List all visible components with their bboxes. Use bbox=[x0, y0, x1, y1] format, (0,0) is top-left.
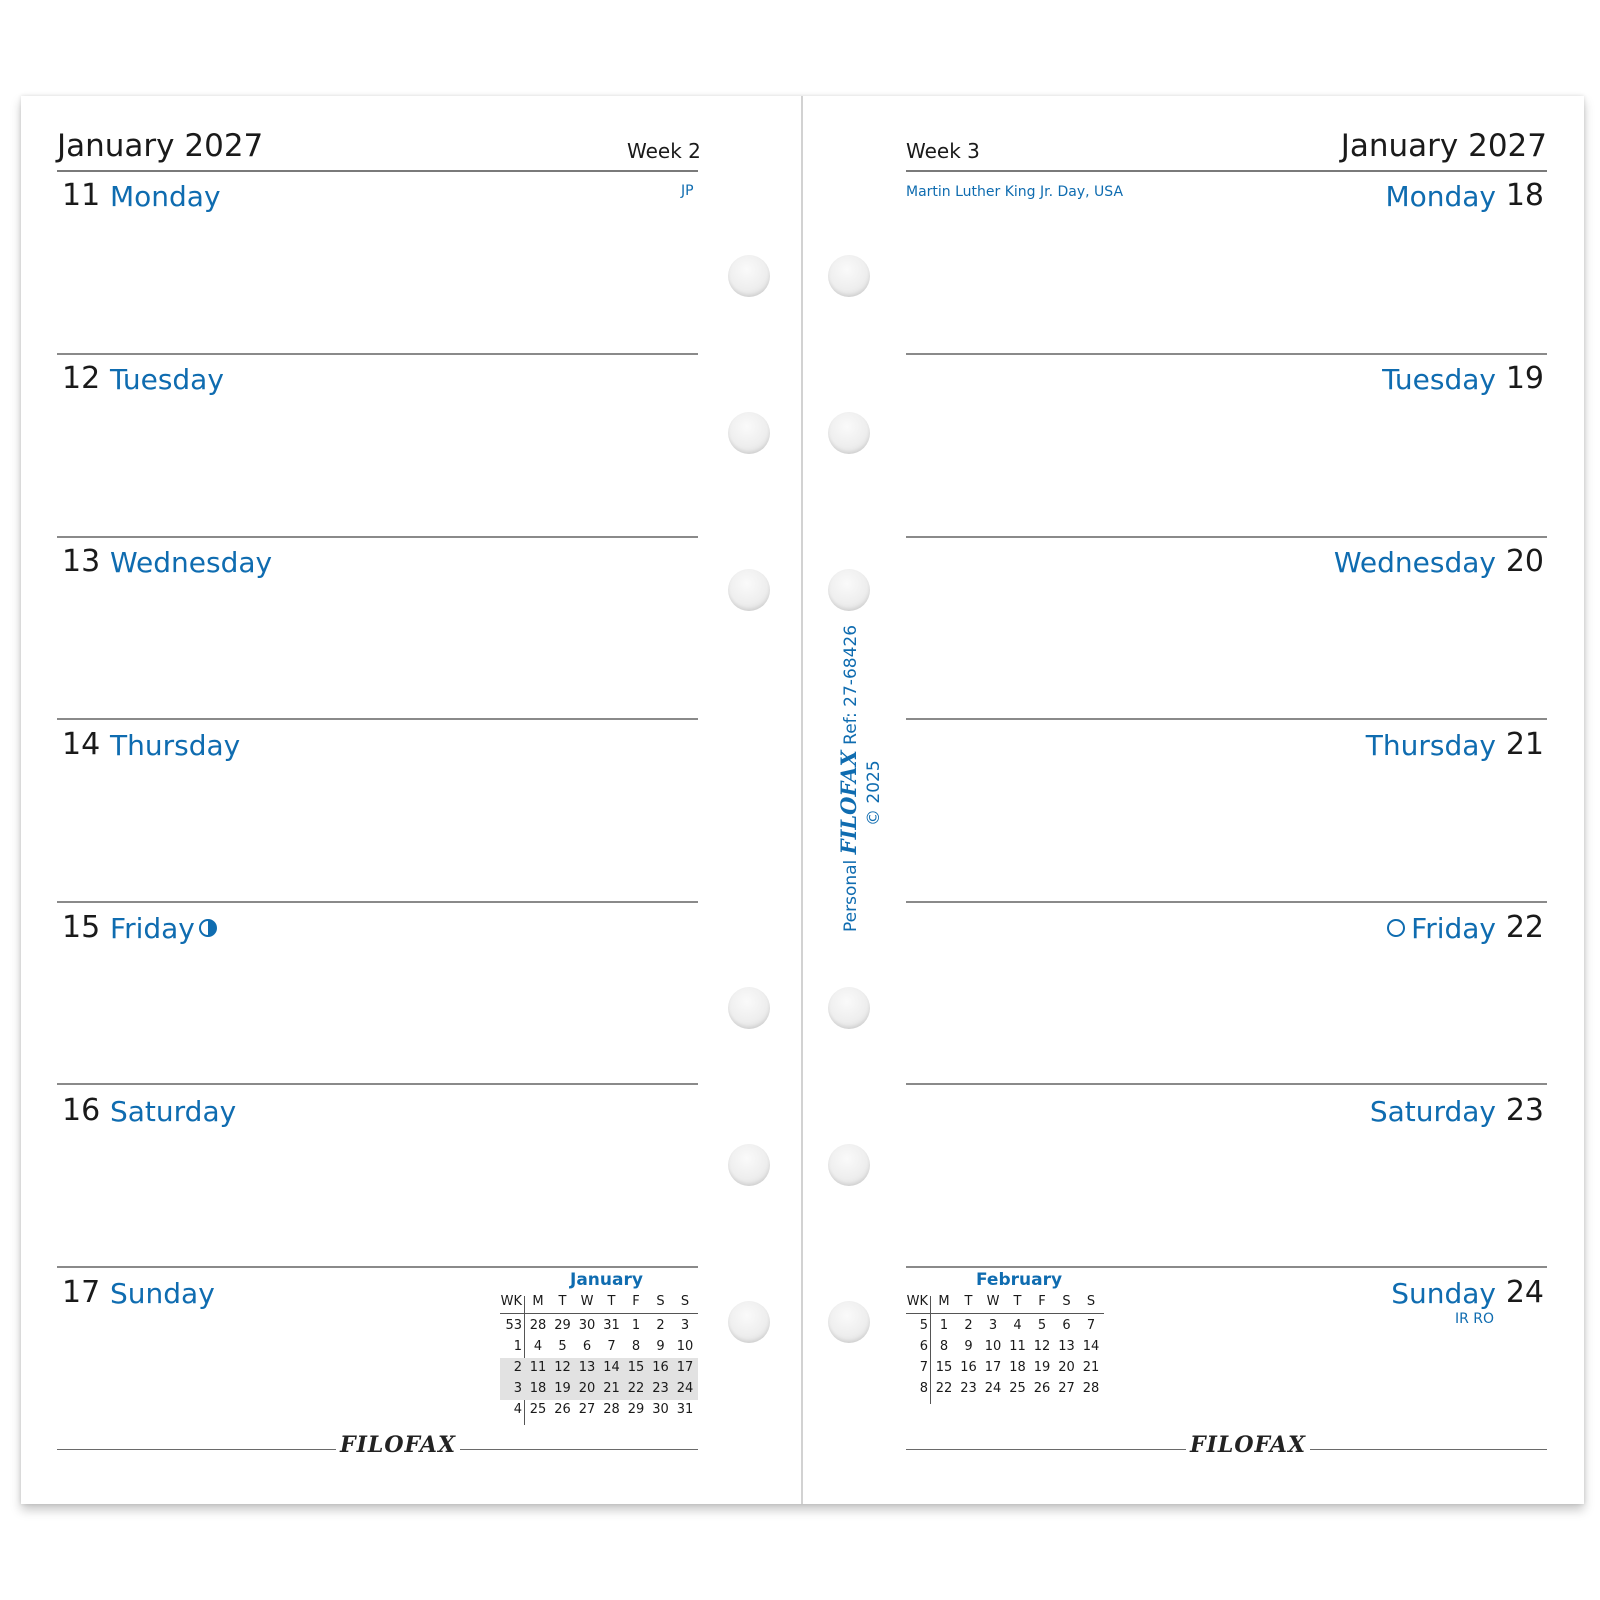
mini-calendar-header: S bbox=[1062, 1294, 1071, 1309]
mini-calendar-day: 4 bbox=[1013, 1318, 1022, 1333]
mini-calendar-day: 11 bbox=[1009, 1339, 1026, 1354]
mini-calendar-day: 18 bbox=[1009, 1360, 1026, 1375]
mini-calendar-week-rule bbox=[930, 1296, 931, 1404]
ring-hole bbox=[728, 412, 770, 454]
mini-calendar-day: 10 bbox=[984, 1339, 1002, 1354]
mini-calendar-day: 13 bbox=[1058, 1339, 1075, 1354]
holiday-country-codes: IR RO bbox=[1454, 1311, 1494, 1327]
day-number: 16 bbox=[62, 1093, 101, 1128]
mini-calendar-day: 5 bbox=[1037, 1318, 1047, 1333]
mini-calendar-day: 29 bbox=[554, 1318, 571, 1333]
mini-calendar-day: 15 bbox=[935, 1360, 953, 1375]
full-moon-icon bbox=[1387, 919, 1405, 937]
mini-calendar-day: 7 bbox=[1086, 1318, 1096, 1333]
day-number: 14 bbox=[62, 727, 101, 762]
mini-calendar-header: T bbox=[558, 1294, 567, 1309]
mini-calendar-day: 21 bbox=[1082, 1360, 1100, 1375]
mini-calendar-day: 11 bbox=[529, 1360, 547, 1375]
day-name: Sunday bbox=[1391, 1277, 1496, 1310]
mini-calendar-header: M bbox=[938, 1294, 950, 1309]
mini-calendar-day: 20 bbox=[1058, 1360, 1075, 1375]
day-divider bbox=[57, 901, 698, 903]
day-number: 12 bbox=[62, 361, 101, 396]
day-number: 23 bbox=[1505, 1093, 1544, 1128]
mini-calendar-day: 31 bbox=[676, 1402, 694, 1417]
mini-calendar-day: 28 bbox=[1082, 1381, 1100, 1396]
day-name: Tuesday bbox=[1382, 363, 1496, 396]
mini-calendar-day: 16 bbox=[960, 1360, 977, 1375]
day-number: 18 bbox=[1505, 178, 1544, 213]
mini-calendar-header: W bbox=[986, 1294, 1000, 1309]
mini-calendar-week-number: 5 bbox=[919, 1318, 928, 1333]
mini-calendar-day: 17 bbox=[984, 1360, 1002, 1375]
mini-calendar-day: 27 bbox=[1058, 1381, 1075, 1396]
day-number: 19 bbox=[1505, 361, 1544, 396]
day-divider bbox=[906, 1083, 1547, 1085]
mini-calendar-day: 25 bbox=[529, 1402, 547, 1417]
mini-calendar-week-number: 1 bbox=[513, 1339, 522, 1354]
mini-calendar-header: WK bbox=[500, 1294, 522, 1309]
mini-calendar-day: 18 bbox=[529, 1381, 547, 1396]
mini-calendar-day: 23 bbox=[652, 1381, 669, 1396]
day-name: Sunday bbox=[110, 1277, 215, 1310]
day-name: Saturday bbox=[110, 1095, 237, 1128]
mini-calendar-day: 28 bbox=[529, 1318, 547, 1333]
mini-calendar-day: 9 bbox=[964, 1339, 973, 1354]
ring-hole bbox=[728, 1144, 770, 1186]
day-divider bbox=[906, 353, 1547, 355]
left-header-rule bbox=[57, 170, 698, 172]
mini-calendar-day: 29 bbox=[627, 1402, 645, 1417]
mini-calendar-day: 24 bbox=[676, 1381, 694, 1396]
mini-calendar-day: 31 bbox=[603, 1318, 620, 1333]
mini-calendar-day: 20 bbox=[578, 1381, 596, 1396]
mini-calendar-day: 12 bbox=[1033, 1339, 1051, 1354]
mini-calendar-day: 2 bbox=[964, 1318, 973, 1333]
left-week-label: Week 2 bbox=[627, 139, 701, 163]
mini-calendar-day: 30 bbox=[578, 1318, 596, 1333]
mini-calendar-day: 6 bbox=[582, 1339, 592, 1354]
mini-calendar-day: 28 bbox=[603, 1402, 620, 1417]
day-number: 22 bbox=[1505, 910, 1544, 945]
mini-calendar-day: 19 bbox=[554, 1381, 571, 1396]
day-number: 20 bbox=[1505, 544, 1544, 579]
mini-calendar-header: S bbox=[680, 1294, 690, 1309]
page-spine bbox=[801, 96, 803, 1504]
mini-calendar-week-number: 6 bbox=[919, 1339, 928, 1354]
mini-calendar-header: T bbox=[964, 1294, 973, 1309]
mini-calendar-day: 23 bbox=[960, 1381, 977, 1396]
day-divider bbox=[57, 718, 698, 720]
mini-calendar-day: 1 bbox=[631, 1318, 641, 1333]
mini-calendar-week-number: 7 bbox=[919, 1360, 928, 1375]
mini-calendar-day: 2 bbox=[656, 1318, 665, 1333]
ring-hole bbox=[828, 1301, 870, 1343]
mini-calendar-day: 19 bbox=[1033, 1360, 1051, 1375]
mini-calendar-day: 26 bbox=[1033, 1381, 1051, 1396]
mini-calendar-header: WK bbox=[906, 1294, 928, 1309]
right-week-label: Week 3 bbox=[906, 139, 980, 163]
day-name: Monday bbox=[110, 180, 221, 213]
mini-calendar-week-number: 3 bbox=[513, 1381, 522, 1396]
mini-calendar-day: 10 bbox=[676, 1339, 694, 1354]
mini-calendar-week-number: 4 bbox=[513, 1402, 522, 1417]
mini-calendar-header: T bbox=[1013, 1294, 1022, 1309]
mini-calendar-day: 1 bbox=[939, 1318, 949, 1333]
mini-calendar-day: 22 bbox=[935, 1381, 953, 1396]
day-divider bbox=[57, 536, 698, 538]
spine-brand-logo: FILOFAX bbox=[836, 750, 861, 855]
day-name: Thursday bbox=[1365, 729, 1496, 762]
mini-calendar-week-number: 2 bbox=[513, 1360, 522, 1375]
mini-calendar-day: 14 bbox=[1082, 1339, 1100, 1354]
mini-calendar-day: 6 bbox=[1062, 1318, 1071, 1333]
day-name: Thursday bbox=[110, 729, 241, 762]
ring-hole bbox=[828, 412, 870, 454]
mini-calendar-week-number: 53 bbox=[505, 1318, 522, 1333]
day-name: Friday bbox=[110, 912, 195, 945]
ring-hole bbox=[828, 569, 870, 611]
mini-calendar-day: 8 bbox=[939, 1339, 949, 1354]
day-name: Friday bbox=[1411, 912, 1496, 945]
spine-size: Personal bbox=[841, 859, 861, 932]
mini-calendar-header: T bbox=[607, 1294, 616, 1309]
mini-calendar-day: 27 bbox=[578, 1402, 596, 1417]
day-divider bbox=[906, 1266, 1547, 1268]
mini-calendar-day: 21 bbox=[603, 1381, 620, 1396]
day-number: 11 bbox=[62, 178, 101, 213]
spine-ref: Ref: 27-68426 bbox=[841, 624, 861, 745]
ring-hole bbox=[828, 1144, 870, 1186]
day-name: Saturday bbox=[1369, 1095, 1496, 1128]
mini-calendar-day: 12 bbox=[554, 1360, 571, 1375]
mini-calendar-day: 5 bbox=[558, 1339, 567, 1354]
day-number: 15 bbox=[62, 910, 101, 945]
mini-calendar-january bbox=[500, 1270, 700, 1420]
mini-calendar-day: 13 bbox=[578, 1360, 596, 1375]
day-name: Monday bbox=[1385, 180, 1496, 213]
ring-hole bbox=[728, 569, 770, 611]
mini-calendar-day: 14 bbox=[603, 1360, 620, 1375]
right-month-title: January 2027 bbox=[1340, 128, 1547, 164]
mini-calendar-day: 3 bbox=[988, 1318, 998, 1333]
right-header-rule bbox=[906, 170, 1547, 172]
mini-calendar-day: 30 bbox=[652, 1402, 669, 1417]
right-footer-brand-logo: FILOFAX bbox=[1186, 1432, 1310, 1458]
mini-calendar-header: M bbox=[532, 1294, 544, 1309]
mini-calendar-title: January bbox=[570, 1270, 643, 1290]
day-divider bbox=[57, 1266, 698, 1268]
mini-calendar-day: 26 bbox=[554, 1402, 571, 1417]
ring-hole bbox=[728, 255, 770, 297]
mini-calendar-day: 8 bbox=[631, 1339, 641, 1354]
mini-calendar-header: S bbox=[656, 1294, 665, 1309]
day-divider bbox=[57, 353, 698, 355]
mini-calendar-header-rule bbox=[906, 1313, 1104, 1314]
spine-copyright: © 2025 bbox=[864, 760, 884, 826]
mini-calendar-header-rule bbox=[500, 1313, 698, 1314]
mini-calendar-header: S bbox=[1086, 1294, 1096, 1309]
first-quarter-moon-icon bbox=[199, 919, 217, 937]
mini-calendar-week-number: 8 bbox=[919, 1381, 928, 1396]
ring-hole bbox=[728, 1301, 770, 1343]
day-number: 24 bbox=[1505, 1275, 1544, 1310]
mini-calendar-day: 17 bbox=[676, 1360, 694, 1375]
mini-calendar-day: 25 bbox=[1009, 1381, 1026, 1396]
ring-hole bbox=[828, 987, 870, 1029]
mini-calendar-day: 3 bbox=[680, 1318, 690, 1333]
spine-label bbox=[836, 625, 861, 932]
day-number: 21 bbox=[1505, 727, 1544, 762]
mini-calendar-day: 4 bbox=[533, 1339, 543, 1354]
ring-hole bbox=[828, 255, 870, 297]
holiday-note: Martin Luther King Jr. Day, USA bbox=[906, 184, 1124, 200]
mini-calendar-february bbox=[906, 1270, 1106, 1400]
day-name: Wednesday bbox=[110, 546, 273, 579]
mini-calendar-header: W bbox=[580, 1294, 594, 1309]
mini-calendar-day: 7 bbox=[607, 1339, 616, 1354]
day-divider bbox=[906, 718, 1547, 720]
day-divider bbox=[906, 536, 1547, 538]
mini-calendar-day: 22 bbox=[627, 1381, 645, 1396]
day-divider bbox=[906, 901, 1547, 903]
mini-calendar-day: 15 bbox=[627, 1360, 645, 1375]
mini-calendar-day: 16 bbox=[652, 1360, 669, 1375]
holiday-country-code: JP bbox=[681, 183, 694, 199]
mini-calendar-day: 9 bbox=[656, 1339, 665, 1354]
day-number: 13 bbox=[62, 544, 101, 579]
day-name: Wednesday bbox=[1333, 546, 1496, 579]
day-number: 17 bbox=[62, 1275, 101, 1310]
ring-hole bbox=[728, 987, 770, 1029]
day-divider bbox=[57, 1083, 698, 1085]
mini-calendar-header: F bbox=[1038, 1294, 1046, 1309]
mini-calendar-title: February bbox=[976, 1270, 1063, 1290]
mini-calendar-day: 24 bbox=[984, 1381, 1002, 1396]
mini-calendar-header: F bbox=[632, 1294, 640, 1309]
day-name: Tuesday bbox=[110, 363, 224, 396]
left-month-title: January 2027 bbox=[57, 128, 264, 164]
left-footer-brand-logo: FILOFAX bbox=[336, 1432, 460, 1458]
